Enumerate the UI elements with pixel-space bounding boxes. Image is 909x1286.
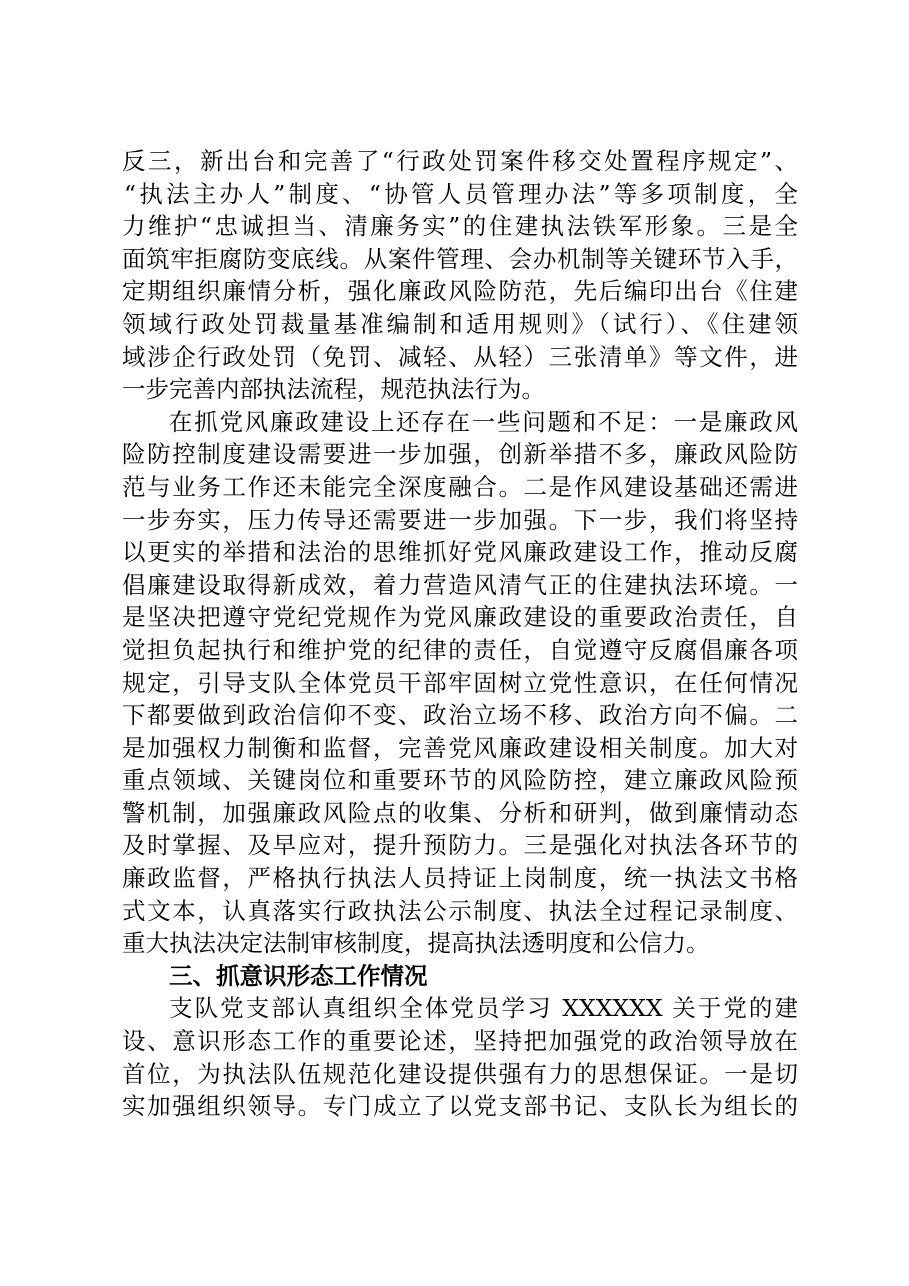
text-line: 险防控制度建设需要进一步加强，创新举措不多，廉政风险防 [122,440,798,469]
text-line: 力维护“忠诚担当、清廉务实”的住建执法铁军形象。三是全 [122,212,798,241]
text-line: 以更实的举措和法治的思维抓好党风廉政建设工作，推动反腐 [122,538,798,567]
text-line: 支队党支部认真组织全体党员学习 XXXXXX 关于党的建 [169,994,798,1023]
document-body [122,145,798,1123]
text-line: 领域行政处罚裁量基准编制和适用规则》（试行）、《住建领 [122,309,798,338]
text-line: 一步夯实，压力传导还需要进一步加强。下一步，我们将坚持 [122,505,798,534]
text-line: 及时掌握、及早应对，提升预防力。三是强化对执法各环节的 [122,831,798,860]
text-line: 在抓党风廉政建设上还存在一些问题和不足：一是廉政风 [169,407,798,436]
text-line: 规定，引导支队全体党员干部牢固树立党性意识，在任何情况 [122,668,798,697]
text-line: 面筑牢拒腐防变底线。从案件管理、会办机制等关键环节入手， [122,244,798,273]
text-line: 重大执法决定法制审核制度，提高执法透明度和公信力。 [122,929,710,958]
text-line: 实加强组织领导。专门成立了以党支部书记、支队长为组长的 [122,1092,798,1121]
paragraph-2 [122,406,798,960]
text-line: 下都要做到政治信仰不变、政治立场不移、政治方向不偏。二 [122,701,798,730]
text-line: 是加强权力制衡和监督，完善党风廉政建设相关制度。加大对 [122,733,798,762]
text-line: 倡廉建设取得新成效，着力营造风清气正的住建执法环境。一 [122,570,798,599]
text-line: 反三，新出台和完善了“行政处罚案件移交处置程序规定”、 [122,147,798,175]
text-line: 首位，为执法队伍规范化建设提供强有力的思想保证。一是切 [122,1059,798,1088]
paragraph-1 [122,145,798,406]
text-line: 定期组织廉情分析，强化廉政风险防范，先后编印出台《住建 [122,277,798,306]
text-line: 廉政监督，严格执行执法人员持证上岗制度，统一执法文书格 [122,864,798,893]
text-line: 觉担负起执行和维护党的纪律的责任，自觉遵守反腐倡廉各项 [122,635,798,664]
text-line: 警机制，加强廉政风险点的收集、分析和研判，做到廉情动态 [122,798,798,827]
text-line: 一步完善内部执法流程，规范执法行为。 [122,375,545,404]
section-heading: 三、抓意识形态工作情况 [169,961,428,990]
text-line: 重点领域、关键岗位和重要环节的风险防控，建立廉政风险预 [122,766,798,795]
text-line: 是坚决把遵守党纪党规作为党风廉政建设的重要政治责任，自 [122,603,798,632]
text-line: 范与业务工作还未能完全深度融合。二是作风建设基础还需进 [122,472,798,501]
text-line: 设、意识形态工作的重要论述，坚持把加强党的政治领导放在 [122,1027,798,1056]
text-line: 式文本，认真落实行政执法公示制度、执法全过程记录制度、 [122,896,798,925]
paragraph-3 [122,992,798,1122]
text-line: “执法主办人”制度、“协管人员管理办法”等多项制度，全 [124,179,798,208]
text-line: 域涉企行政处罚（免罚、减轻、从轻）三张清单》等文件，进 [122,342,798,371]
